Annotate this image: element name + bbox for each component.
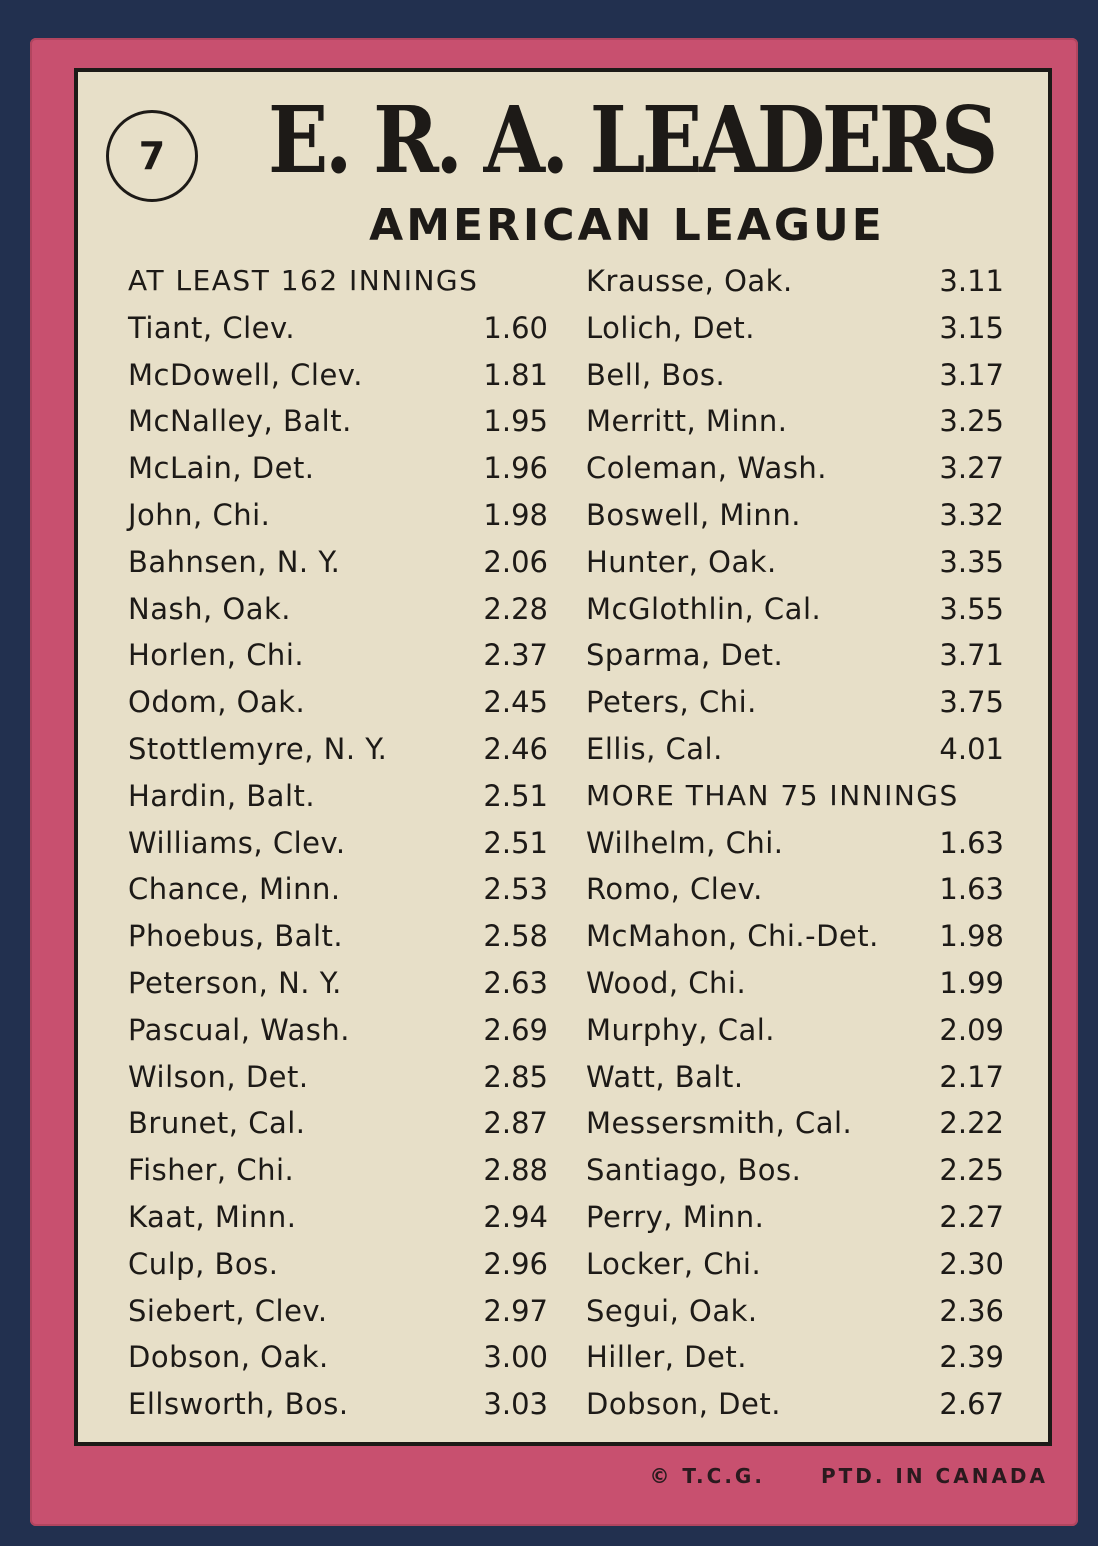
pitcher-row bbox=[128, 1241, 548, 1288]
pitcher-row bbox=[128, 866, 548, 913]
pitcher-name: Fisher, Chi. bbox=[128, 1153, 295, 1188]
pitcher-row bbox=[586, 398, 1004, 445]
era-value: 3.00 bbox=[483, 1340, 548, 1375]
era-value: 3.55 bbox=[939, 591, 1004, 626]
era-value: 2.85 bbox=[483, 1059, 548, 1094]
pitcher-name: Lolich, Det. bbox=[586, 310, 756, 345]
pitcher-row bbox=[128, 305, 548, 352]
pitcher-row bbox=[586, 1054, 1004, 1101]
pitcher-row bbox=[128, 773, 548, 820]
pitcher-row bbox=[128, 726, 548, 773]
pitcher-name: Pascual, Wash. bbox=[128, 1012, 350, 1047]
pitcher-row bbox=[586, 352, 1004, 399]
pitcher-row bbox=[586, 632, 1004, 679]
era-value: 2.09 bbox=[939, 1012, 1004, 1047]
era-value: 2.06 bbox=[483, 544, 548, 579]
pitcher-row bbox=[586, 1194, 1004, 1241]
pitcher-row bbox=[128, 1007, 548, 1054]
pitcher-name: Siebert, Clev. bbox=[128, 1293, 328, 1328]
pitcher-row bbox=[586, 1147, 1004, 1194]
pitcher-row bbox=[128, 1194, 548, 1241]
era-value: 3.25 bbox=[939, 404, 1004, 439]
pitcher-row bbox=[128, 539, 548, 586]
era-value: 2.58 bbox=[483, 919, 548, 954]
era-value: 2.94 bbox=[483, 1199, 548, 1234]
pitcher-row bbox=[128, 352, 548, 399]
pitcher-name: Hardin, Balt. bbox=[128, 778, 316, 813]
era-value: 2.51 bbox=[483, 825, 548, 860]
pitcher-name: Boswell, Minn. bbox=[586, 497, 801, 532]
pitcher-name: Kaat, Minn. bbox=[128, 1199, 297, 1234]
pitcher-name: Hunter, Oak. bbox=[586, 544, 777, 579]
era-value: 2.36 bbox=[939, 1293, 1004, 1328]
pitcher-name: Perry, Minn. bbox=[586, 1199, 765, 1234]
pitcher-row bbox=[128, 960, 548, 1007]
era-value: 3.11 bbox=[939, 264, 1004, 298]
pitcher-row bbox=[128, 492, 548, 539]
era-value: 2.67 bbox=[939, 1387, 1004, 1422]
era-value: 1.81 bbox=[483, 357, 548, 392]
pitcher-name: Dobson, Oak. bbox=[128, 1340, 329, 1375]
section-heading-75-innings: MORE THAN 75 INNINGS bbox=[586, 778, 959, 812]
pitcher-row bbox=[586, 679, 1004, 726]
era-value: 1.63 bbox=[939, 825, 1004, 860]
pitcher-name: Tiant, Clev. bbox=[128, 310, 296, 345]
pitcher-row bbox=[586, 960, 1004, 1007]
pitcher-row bbox=[586, 1241, 1004, 1288]
pitcher-name: Horlen, Chi. bbox=[128, 638, 305, 673]
era-value: 3.32 bbox=[939, 497, 1004, 532]
pitcher-name: Stottlemyre, N. Y. bbox=[128, 731, 388, 766]
pitcher-row bbox=[128, 586, 548, 633]
era-value: 1.96 bbox=[483, 451, 548, 486]
pitcher-name: Watt, Balt. bbox=[586, 1059, 744, 1094]
pitcher-row bbox=[128, 1147, 548, 1194]
era-value: 2.53 bbox=[483, 872, 548, 907]
pitcher-name: John, Chi. bbox=[128, 497, 271, 532]
card-number: 7 bbox=[106, 110, 198, 202]
pitcher-name: McNalley, Balt. bbox=[128, 404, 352, 439]
pitcher-name: Culp, Bos. bbox=[128, 1246, 279, 1281]
pitcher-name: Peterson, N. Y. bbox=[128, 965, 342, 1000]
pitcher-name: Romo, Clev. bbox=[586, 872, 763, 907]
pitcher-name: Ellsworth, Bos. bbox=[128, 1387, 349, 1422]
era-value: 1.95 bbox=[483, 404, 548, 439]
era-value: 3.71 bbox=[939, 638, 1004, 673]
pitcher-name: Bahnsen, N. Y. bbox=[128, 544, 341, 579]
pitcher-name: Bell, Bos. bbox=[586, 357, 726, 392]
section-heading-162-innings: AT LEAST 162 INNINGS bbox=[128, 264, 479, 297]
era-value: 2.25 bbox=[939, 1153, 1004, 1188]
pitcher-name: Wilhelm, Chi. bbox=[586, 825, 784, 860]
pitcher-name: Odom, Oak. bbox=[128, 685, 306, 720]
pitcher-name: Messersmith, Cal. bbox=[586, 1106, 853, 1141]
card-title: E. R. A. LEADERS bbox=[268, 86, 995, 194]
era-value: 2.27 bbox=[939, 1199, 1004, 1234]
pitcher-row bbox=[128, 913, 548, 960]
era-value: 3.35 bbox=[939, 544, 1004, 579]
pitcher-name: Williams, Clev. bbox=[128, 825, 346, 860]
era-value: 2.87 bbox=[483, 1106, 548, 1141]
era-value: 2.96 bbox=[483, 1246, 548, 1281]
pitcher-name: Segui, Oak. bbox=[586, 1293, 758, 1328]
pitcher-row bbox=[586, 492, 1004, 539]
card-panel bbox=[74, 68, 1052, 1446]
pitcher-row bbox=[128, 1100, 548, 1147]
era-value: 2.63 bbox=[483, 965, 548, 1000]
pitcher-row bbox=[128, 1334, 548, 1381]
era-value: 1.98 bbox=[483, 497, 548, 532]
era-value: 2.69 bbox=[483, 1012, 548, 1047]
era-value: 1.63 bbox=[939, 872, 1004, 907]
era-value: 2.88 bbox=[483, 1153, 548, 1188]
pitcher-row bbox=[128, 632, 548, 679]
pitcher-row bbox=[128, 820, 548, 867]
pitcher-name: McMahon, Chi.-Det. bbox=[586, 919, 879, 954]
pitcher-name: Sparma, Det. bbox=[586, 638, 784, 673]
era-value: 2.51 bbox=[483, 778, 548, 813]
pitcher-name: Hiller, Det. bbox=[586, 1340, 747, 1375]
pitcher-name: Krausse, Oak. bbox=[586, 264, 793, 298]
era-value: 2.46 bbox=[483, 731, 548, 766]
pitcher-name: McLain, Det. bbox=[128, 451, 315, 486]
pitcher-row bbox=[586, 1100, 1004, 1147]
pitcher-row bbox=[128, 1288, 548, 1335]
pitcher-row bbox=[586, 726, 1004, 773]
pitcher-row bbox=[586, 913, 1004, 960]
pitcher-row bbox=[586, 866, 1004, 913]
card-footer bbox=[649, 1464, 1048, 1488]
pitcher-name: Murphy, Cal. bbox=[586, 1012, 776, 1047]
pitcher-name: Chance, Minn. bbox=[128, 872, 341, 907]
card-subtitle: AMERICAN LEAGUE bbox=[369, 200, 885, 251]
pitcher-name: McGlothlin, Cal. bbox=[586, 591, 822, 626]
pitcher-name: McDowell, Clev. bbox=[128, 357, 363, 392]
pitcher-name: Wood, Chi. bbox=[586, 965, 747, 1000]
printed-in-text: PTD. IN CANADA bbox=[820, 1464, 1048, 1488]
pitcher-name: Santiago, Bos. bbox=[586, 1153, 802, 1188]
era-value: 2.39 bbox=[939, 1340, 1004, 1375]
pitcher-name: Merritt, Minn. bbox=[586, 404, 788, 439]
era-value: 2.17 bbox=[939, 1059, 1004, 1094]
era-value: 4.01 bbox=[939, 731, 1004, 766]
pitcher-row bbox=[586, 586, 1004, 633]
pitcher-row bbox=[586, 258, 1004, 305]
era-value: 3.75 bbox=[939, 685, 1004, 720]
pitcher-row bbox=[586, 1288, 1004, 1335]
pitcher-name: Dobson, Det. bbox=[586, 1387, 781, 1422]
pitcher-name: Peters, Chi. bbox=[586, 685, 757, 720]
era-value: 2.97 bbox=[483, 1293, 548, 1328]
era-value: 2.22 bbox=[939, 1106, 1004, 1141]
pitcher-row bbox=[586, 539, 1004, 586]
pitcher-row bbox=[586, 445, 1004, 492]
right-column bbox=[586, 258, 1004, 1428]
pitcher-name: Brunet, Cal. bbox=[128, 1106, 306, 1141]
pitcher-row bbox=[586, 1334, 1004, 1381]
era-value: 1.98 bbox=[939, 919, 1004, 954]
pitcher-row bbox=[128, 1054, 548, 1101]
pitcher-row bbox=[128, 1381, 548, 1428]
pitcher-name: Nash, Oak. bbox=[128, 591, 291, 626]
era-value: 1.99 bbox=[939, 965, 1004, 1000]
pitcher-row bbox=[128, 679, 548, 726]
era-value: 2.37 bbox=[483, 638, 548, 673]
pitcher-name: Locker, Chi. bbox=[586, 1246, 762, 1281]
baseball-card bbox=[30, 38, 1078, 1526]
pitcher-row bbox=[586, 820, 1004, 867]
era-value: 3.15 bbox=[939, 310, 1004, 345]
era-value: 2.28 bbox=[483, 591, 548, 626]
era-value: 3.03 bbox=[483, 1387, 548, 1422]
pitcher-row bbox=[586, 1381, 1004, 1428]
pitcher-name: Coleman, Wash. bbox=[586, 451, 828, 486]
era-value: 2.45 bbox=[483, 685, 548, 720]
left-column bbox=[128, 258, 548, 1428]
copyright-text: © T.C.G. bbox=[649, 1464, 765, 1488]
pitcher-name: Ellis, Cal. bbox=[586, 731, 723, 766]
pitcher-row bbox=[586, 305, 1004, 352]
era-value: 3.27 bbox=[939, 451, 1004, 486]
era-value: 2.30 bbox=[939, 1246, 1004, 1281]
era-value: 3.17 bbox=[939, 357, 1004, 392]
pitcher-name: Wilson, Det. bbox=[128, 1059, 309, 1094]
pitcher-row bbox=[586, 1007, 1004, 1054]
era-value: 1.60 bbox=[483, 310, 548, 345]
pitcher-name: Phoebus, Balt. bbox=[128, 919, 344, 954]
pitcher-row bbox=[128, 445, 548, 492]
pitcher-row bbox=[128, 398, 548, 445]
